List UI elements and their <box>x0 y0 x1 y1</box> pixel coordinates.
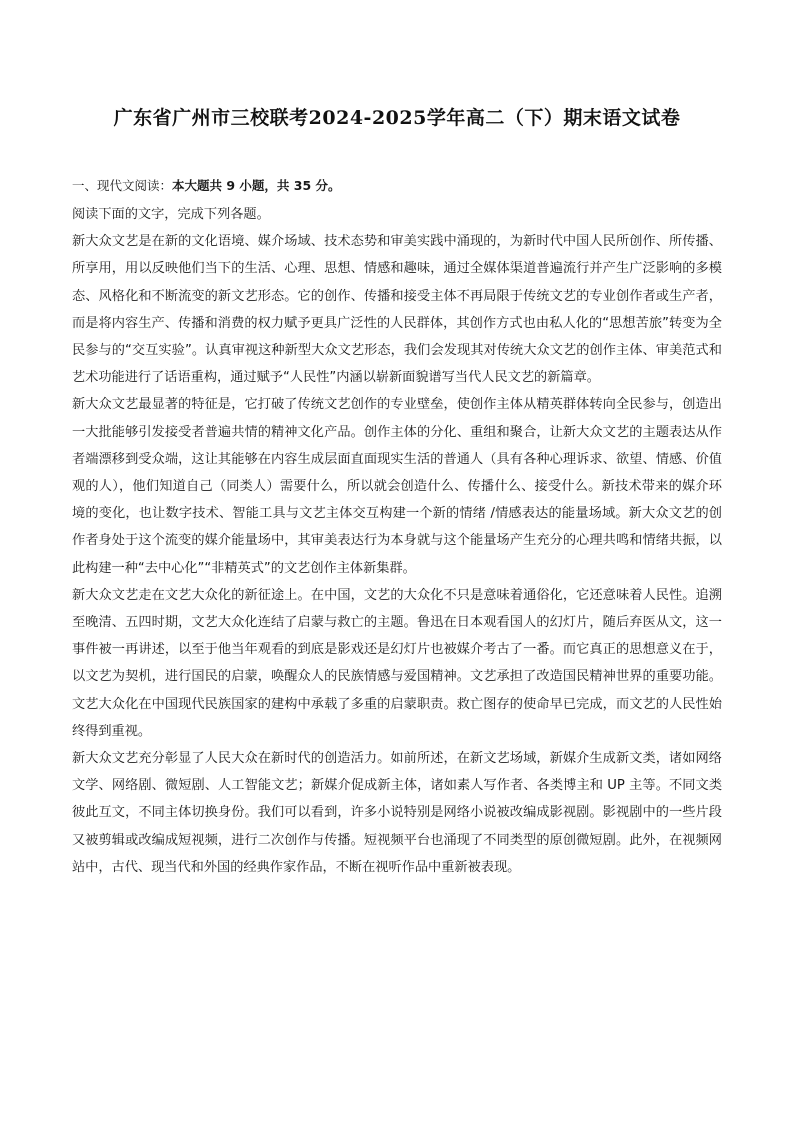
section-heading <box>72 174 722 198</box>
section-detail: 本大题共 9 小题，共 35 分。 <box>172 178 341 193</box>
section-label: 一、现代文阅读： <box>72 178 173 193</box>
paragraph-2: 新大众文艺最显著的特征是，它打破了传统文艺创作的专业壁垒，使创作主体从精英群体转向全民参与，创造出一大批能够引发接受者普遍共情的精神文化产品。创作主体的分化、重组和聚合，让新大众文艺的主题表达从作者端漂移到受众端，这让其能够在内容生成层面直面现实生活的普通人（具有各种心理诉求、欲望、情感、价值观的人），他们知道自己（同类人）需要什么，所以就会创造什么、传播什么、接受什么。新技术带来的媒介环境的变化，也让数字技术、智能工具与文艺主体交互构建一个新的情绪 /情感表达的能量场域。新大众文艺的创作者身处于这个流变的媒介能量场中，其审美表达行为本身就与这个能量场产生充分的心理共鸣和情绪共振，以此构建一种“去中心化”“非精英式”的文艺创作主体新集群。 <box>72 397 722 576</box>
paragraph-1: 新大众文艺是在新的文化语境、媒介场域、技术态势和审美实践中涌现的，为新时代中国人民所创作、所传播、所享用，用以反映他们当下的生活、心理、思想、情感和趣味，通过全媒体渠道普遍流行并产生广泛影响的多模态、风格化和不断流变的新文艺形态。它的创作、传播和接受主体不再局限于传统文艺的专业创作者或生产者，而是将内容生产、传播和消费的权力赋予更具广泛性的人民群体，其创作方式也由私人化的“思想苦旅”转变为全民参与的“交互实验”。认真审视这种新型大众文艺形态，我们会发现其对传统大众文艺的创作主体、审美范式和艺术功能进行了话语重构，通过赋予“人民性”内涵以崭新面貌谱写当代人民文艺的新篇章。 <box>72 234 722 386</box>
page-title: 广东省广州市三校联考2024-2025学年高二（下）期末语文试卷 <box>113 107 681 129</box>
paragraph-3: 新大众文艺走在文艺大众化的新征途上。在中国，文艺的大众化不只是意味着通俗化，它还意味着人民性。追溯至晚清、五四时期，文艺大众化连结了启蒙与救亡的主题。鲁迅在日本观看国人的幻灯片，随后弃医从文，这一事件被一再讲述，以至于他当年观看的到底是影戏还是幻灯片也被媒介考古了一番。而它真正的思想意义在于，以文艺为契机，进行国民的启蒙，唤醒众人的民族情感与爱国精神。文艺承担了改造国民精神世界的重要功能。文艺大众化在中国现代民族国家的建构中承载了多重的启蒙职责。救亡图存的使命早已完成，而文艺的人民性始终得到重视。 <box>72 587 722 739</box>
paragraph-4: 新大众文艺充分彰显了人民大众在新时代的创造活力。如前所述，在新文艺场域，新媒介生成新文类，诸如网络文学、网络剧、微短剧、人工智能文艺；新媒介促成新主体，诸如素人写作者、各类博主和 UP 主等。不同文类彼此互文，不同主体切换身份。我们可以看到，许多小说特别是网络小说被改编成影视剧。影视剧中的一些片段又被剪辑或改编成短视频，进行二次创作与传播。短视频平台也涌现了不同类型的原创微短剧。此外，在视频网站中，古代、现当代和外国的经典作家作品，不断在视听作品中重新被表现。 <box>72 751 722 875</box>
reading-instruction: 阅读下面的文字，完成下列各题。 <box>72 207 270 222</box>
article-body <box>72 174 722 881</box>
